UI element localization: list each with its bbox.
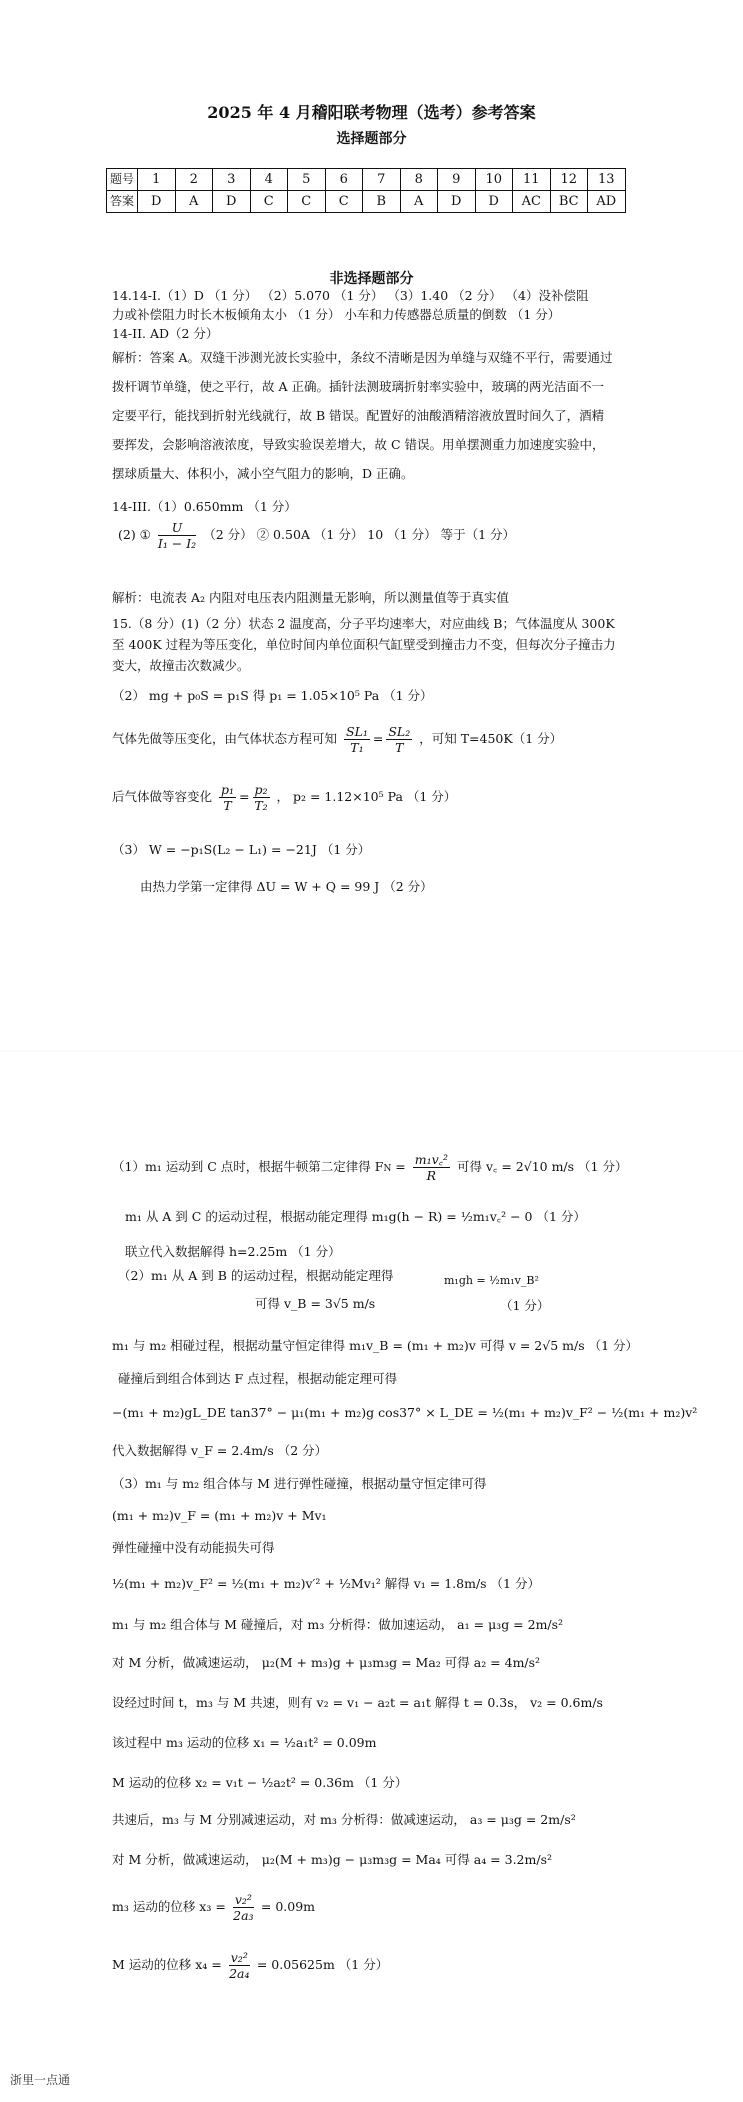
table-cell: B <box>363 191 401 213</box>
p2-line-9: 代入数据解得 v_F = 2.4m/s （2 分） <box>112 1443 328 1458</box>
fraction-denominator: T <box>223 798 232 813</box>
page-divider <box>0 1050 743 1052</box>
table-cell: A <box>175 191 213 213</box>
table-cell: D <box>438 191 476 213</box>
fraction-p1-t <box>219 782 236 813</box>
fraction-u-over-i <box>158 520 196 551</box>
table-header-question: 题号 <box>107 169 138 191</box>
p2-line-18: M 运动的位移 x₂ = v₁t − ½a₂t² = 0.36m （1 分） <box>112 1775 408 1790</box>
p2-line-16: 设经过时间 t，m₃ 与 M 共速，则有 v₂ = v₁ − a₂t = a₁t 解得 t = 0.3s， v₂ = 0.6m/s <box>112 1695 603 1710</box>
analysis-line-1: 解析：答案 A。双缝干涉测光波长实验中，条纹不清晰是因为单缝与双缝不平行，需要通过 <box>112 350 613 365</box>
fraction-numerator: v₂² <box>230 1950 248 1965</box>
p2-line-17: 该过程中 m₃ 运动的位移 x₁ = ½a₁t² = 0.09m <box>112 1735 377 1750</box>
table-cell: 8 <box>400 169 438 191</box>
p2-line-7: 碰撞后到组合体到达 F 点过程，根据动能定理可得 <box>118 1371 398 1386</box>
table-cell: 6 <box>325 169 363 191</box>
q14-3-line-2 <box>118 520 515 551</box>
fraction-numerator: SL₁ <box>346 724 368 739</box>
q15-line-a: 15.（8 分）(1)（2 分）状态 2 温度高，分子平均速率大，对应曲线 B；气体温度从 300K <box>112 616 615 631</box>
p2-line-15: 对 M 分析，做减速运动， μ₂(M + m₃)g + μ₃m₃g = Ma₂ 可得 a₂ = 4m/s² <box>112 1655 541 1670</box>
table-cell: 9 <box>438 169 476 191</box>
p2-line-21-pre: m₃ 运动的位移 x₃ = <box>112 1899 226 1914</box>
fraction-sl1-t1 <box>344 724 370 755</box>
p2-line-11: (m₁ + m₂)v_F = (m₁ + m₂)v + Mv₁ <box>112 1508 327 1523</box>
fraction-denominator: 2a₄ <box>229 1966 250 1981</box>
p2-line-1: （1）m₁ 运动到 C 点时，根据牛顿第二定律得 FN = $\frac{\text{m₁v꜀²}}{R}$ 可得 v꜀ = 2√10 m/s （1 分） <box>112 1152 628 1183</box>
fraction-denominator: 2a₃ <box>233 1908 254 1923</box>
q14-3-rest: （2 分） ② 0.50A （1 分） 10 （1 分） 等于（1 分） <box>203 527 515 542</box>
fraction-numerator: v₂² <box>234 1892 252 1907</box>
q15-line-b: 至 400K 过程为等压变化，单位时间内单位面积气缸壁受到撞击力不变，但每次分子撞击力 <box>112 637 616 652</box>
table-cell: 1 <box>138 169 176 191</box>
table-cell: D <box>213 191 251 213</box>
table-cell: D <box>475 191 513 213</box>
p2-line-20: 对 M 分析，做减速运动， μ₂(M + m₃)g − μ₃m₃g = Ma₄ 可得 a₄ = 3.2m/s² <box>112 1852 552 1867</box>
q15-3b-line: 由热力学第一定律得 ΔU = W + Q = 99 J （2 分） <box>140 879 433 894</box>
fraction-m1vc2-r <box>413 1152 450 1183</box>
fraction-numerator: m₁v꜀² <box>414 1152 449 1167</box>
q15-2b-pre: 气体先做等压变化，由气体状态方程可知 <box>112 731 338 746</box>
table-cell: 5 <box>288 169 326 191</box>
q15-2b-post: ，可知 T=450K（1 分） <box>419 731 563 746</box>
table-cell: 4 <box>250 169 288 191</box>
table-cell: 12 <box>550 169 588 191</box>
fraction-denominator: I₁ − I₂ <box>157 536 197 551</box>
p2-line-21-post: = 0.09m <box>260 1899 316 1914</box>
table-row-answers <box>107 191 626 213</box>
p2-line-3: 联立代入数据解得 h=2.25m （1 分） <box>125 1244 341 1259</box>
fraction-numerator: U <box>158 520 196 536</box>
q15-2c-post: ， p₂ = 1.12×10⁵ Pa （1 分） <box>276 789 457 804</box>
table-cell: BC <box>550 191 588 213</box>
p2-line-10: （3）m₁ 与 m₂ 组合体与 M 进行弹性碰撞，根据动量守恒定律可得 <box>112 1476 487 1491</box>
p2-line-4b: m₁gh = ½m₁v_B² <box>444 1274 539 1287</box>
section-title-choice: 选择题部分 <box>336 131 407 147</box>
table-cell: A <box>400 191 438 213</box>
section-title-nonchoice: 非选择题部分 <box>329 271 414 287</box>
p2-line-22-pre: M 运动的位移 x₄ = <box>112 1957 222 1972</box>
p2-line-1-post: 可得 v꜀ = 2√10 m/s （1 分） <box>457 1159 628 1174</box>
p2-line-4a: （2）m₁ 从 A 到 B 的运动过程，根据动能定理得 <box>118 1268 394 1283</box>
p2-line-8: −(m₁ + m₂)gL_DE tan37° − μ₁(m₁ + m₂)g cos37° × L_DE = ½(m₁ + m₂)v_F² − ½(m₁ + m₂)v² <box>112 1405 698 1420</box>
fraction-denominator: T <box>395 740 404 755</box>
q15-2c-pre: 后气体做等容变化 <box>112 789 213 804</box>
table-cell: AC <box>513 191 551 213</box>
table-cell: 13 <box>588 169 626 191</box>
analysis-line-5: 摆球质量大、体积小，减小空气阻力的影响，D 正确。 <box>112 466 414 481</box>
fraction-denominator: T₁ <box>350 740 364 755</box>
p2-line-6: m₁ 与 m₂ 相碰过程，根据动量守恒定律得 m₁v_B = (m₁ + m₂)v 可得 v = 2√5 m/s （1 分） <box>112 1338 639 1353</box>
p2-line-5b: （1 分） <box>500 1298 550 1313</box>
p2-line-21 <box>112 1892 315 1923</box>
table-cell: 2 <box>175 169 213 191</box>
fraction-numerator: SL₂ <box>388 724 411 739</box>
table-cell: C <box>250 191 288 213</box>
q15-2-line: （2） mg + p₀S = p₁S 得 p₁ = 1.05×10⁵ Pa （1 分） <box>112 688 433 703</box>
q14-1-line-a: 14.14-I.（1）D （1 分） （2）5.070 （1 分） （3）1.40 （2 分） （4）没补偿阻 <box>112 288 589 303</box>
table-header-answer: 答案 <box>107 191 138 213</box>
table-cell: 7 <box>363 169 401 191</box>
q15-line-c: 变大，故撞击次数减少。 <box>112 658 250 673</box>
footer-watermark: 浙里一点通 <box>10 2073 71 2087</box>
table-cell: AD <box>588 191 626 213</box>
p2-line-5: 可得 v_B = 3√5 m/s <box>255 1296 376 1311</box>
answer-table <box>106 168 626 213</box>
table-cell: 3 <box>213 169 251 191</box>
fraction-sl2-t <box>386 724 412 755</box>
analysis-line-2: 拨杆调节单缝，使之平行，故 A 正确。插针法测玻璃折射率实验中，玻璃的两光洁面不一 <box>112 379 604 394</box>
q14-2-line: 14-II. AD（2 分） <box>112 326 219 341</box>
p2-line-1-pre: （1）m₁ 运动到 C 点时，根据牛顿第二定律得 F <box>112 1159 384 1174</box>
fraction-v22-2a4 <box>229 1950 250 1981</box>
table-cell: 10 <box>475 169 513 191</box>
table-cell: C <box>325 191 363 213</box>
q15-2b-line: 气体先做等压变化，由气体状态方程可知 $\frac{\text{SL₁}}{\text{T₁}}$ = $\frac{\text{SL₂}}{T}$ ，可知 T=450K（1 分） <box>112 724 563 755</box>
q15-3-line: （3） W = −p₁S(L₂ − L₁) = −21J （1 分） <box>112 842 371 857</box>
fraction-denominator: T₂ <box>254 798 268 813</box>
fraction-numerator: p₁ <box>221 782 235 797</box>
q14-3-analysis: 解析：电流表 A₂ 内阻对电压表内阻测量无影响，所以测量值等于真实值 <box>112 590 509 605</box>
q14-3-label: (2) ① <box>118 527 151 542</box>
q14-1-line-b: 力或补偿阻力时长木板倾角太小 （1 分） 小车和力传感器总质量的倒数 （1 分） <box>112 307 561 322</box>
fraction-v22-2a3 <box>233 1892 254 1923</box>
page-title: 2025 年 4 月稽阳联考物理（选考）参考答案 <box>207 103 536 122</box>
analysis-line-3: 定要平行，能找到折射光线就行，故 B 错误。配置好的油酸酒精溶液放置时间久了，酒精 <box>112 408 605 423</box>
table-cell: C <box>288 191 326 213</box>
p2-line-14: m₁ 与 m₂ 组合体与 M 碰撞后，对 m₃ 分析得：做加速运动， a₁ = μ₃g = 2m/s² <box>112 1617 564 1632</box>
fraction-p2-t2 <box>253 782 270 813</box>
table-cell: 11 <box>513 169 551 191</box>
fraction-denominator: R <box>426 1168 437 1183</box>
p2-line-12: 弹性碰撞中没有动能损失可得 <box>112 1540 275 1555</box>
p2-line-19: 共速后，m₃ 与 M 分别减速运动，对 m₃ 分析得：做减速运动， a₃ = μ₃g = 2m/s² <box>112 1812 576 1827</box>
p2-line-22 <box>112 1950 388 1981</box>
fraction-numerator: p₂ <box>254 782 268 797</box>
p2-line-2: m₁ 从 A 到 C 的运动过程，根据动能定理得 m₁g(h − R) = ½m₁v꜀² − 0 （1 分） <box>125 1209 586 1224</box>
table-row-questions <box>107 169 626 191</box>
analysis-line-4: 要挥发，会影响溶液浓度，导致实验误差增大，故 C 错误。用单摆测重力加速度实验中， <box>112 437 605 452</box>
q15-2c-line: 后气体做等容变化 $\frac{\text{p₁}}{T}$ = $\frac{\text{p₂}}{\text{T₂}}$ ， p₂ = 1.12×10⁵ Pa （1 分） <box>112 782 457 813</box>
table-cell: D <box>138 191 176 213</box>
p2-line-22-post: = 0.05625m （1 分） <box>256 1957 389 1972</box>
q14-3-line-1: 14-III.（1）0.650mm （1 分） <box>112 499 297 514</box>
p2-line-13: ½(m₁ + m₂)v_F² = ½(m₁ + m₂)v′² + ½Mv₁² 解得 v₁ = 1.8m/s （1 分） <box>112 1576 540 1591</box>
